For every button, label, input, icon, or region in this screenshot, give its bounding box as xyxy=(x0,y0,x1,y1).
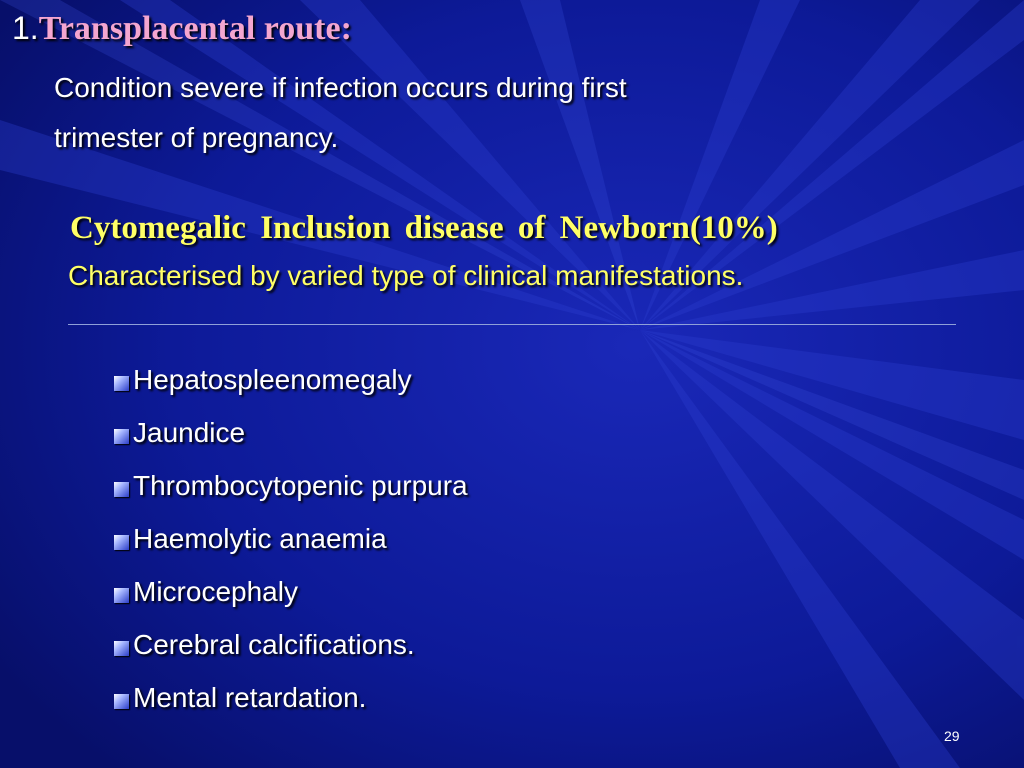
subheading: Cytomegalic Inclusion disease of Newborn(10%) xyxy=(70,210,778,246)
square-bullet-icon xyxy=(114,429,129,444)
square-bullet-icon xyxy=(114,588,129,603)
description: Characterised by varied type of clinical manifestations. xyxy=(68,260,744,291)
list-item xyxy=(114,682,468,735)
list-item-text: Cerebral calcifications. xyxy=(133,629,415,660)
list-item-text: Jaundice xyxy=(133,417,246,448)
square-bullet-icon xyxy=(114,376,129,391)
list-item-text: Haemolytic anaemia xyxy=(133,523,387,554)
list-item xyxy=(114,364,468,417)
bullet-list xyxy=(114,364,468,735)
list-item-text: Mental retardation. xyxy=(133,682,367,713)
list-item xyxy=(114,576,468,629)
list-item xyxy=(114,417,468,470)
square-bullet-icon xyxy=(114,694,129,709)
divider xyxy=(68,324,956,325)
list-item xyxy=(114,629,468,682)
list-item-text: Microcephaly xyxy=(133,576,298,607)
slide-heading xyxy=(12,10,352,48)
square-bullet-icon xyxy=(114,641,129,656)
square-bullet-icon xyxy=(114,535,129,550)
heading-title: Transplacental route: xyxy=(38,10,352,47)
intro-line-2: trimester of pregnancy. xyxy=(54,122,339,153)
page-number: 29 xyxy=(944,728,960,744)
heading-number: 1. xyxy=(12,10,39,46)
square-bullet-icon xyxy=(114,482,129,497)
list-item-text: Thrombocytopenic purpura xyxy=(133,470,468,501)
list-item xyxy=(114,470,468,523)
intro-line-1: Condition severe if infection occurs during first xyxy=(54,72,627,103)
list-item xyxy=(114,523,468,576)
list-item-text: Hepatospleenomegaly xyxy=(133,364,412,395)
